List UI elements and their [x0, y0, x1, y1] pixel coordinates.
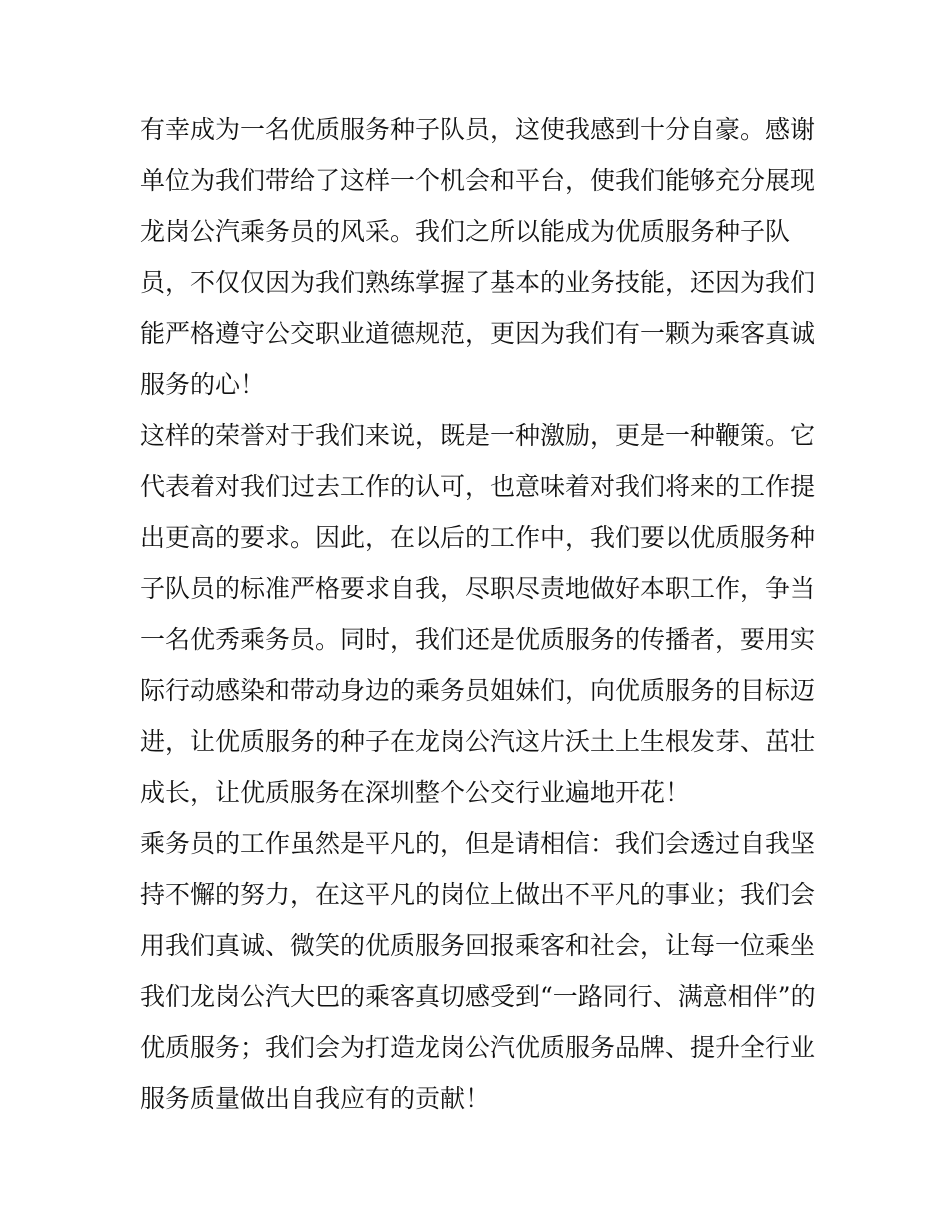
text-line: 成长，让优质服务在深圳整个公交行业遍地开花！ [140, 778, 691, 807]
text-line: 际行动感染和带动身边的乘务员姐妹们，向优质服务的目标迈 [140, 676, 816, 705]
text-line: 能严格遵守公交职业道德规范，更因为我们有一颗为乘客真诚 [140, 319, 816, 348]
text-line: 服务的心！ [140, 370, 266, 399]
text-line: 有幸成为一名优质服务种子队员，这使我感到十分自豪。感谢 [140, 115, 816, 144]
text-line: 乘务员的工作虽然是平凡的，但是请相信：我们会透过自我坚 [140, 829, 816, 858]
text-line: 进，让优质服务的种子在龙岗公汽这片沃土上生根发芽、茁壮 [140, 727, 816, 756]
text-line: 优质服务；我们会为打造龙岗公汽优质服务品牌、提升全行业 [140, 1033, 816, 1062]
text-line: 子队员的标准严格要求自我，尽职尽责地做好本职工作，争当 [140, 574, 816, 603]
text-line: 出更高的要求。因此，在以后的工作中，我们要以优质服务种 [140, 523, 816, 552]
text-line: 龙岗公汽乘务员的风采。我们之所以能成为优质服务种子队 [140, 217, 791, 246]
text-line: 单位为我们带给了这样一个机会和平台，使我们能够充分展现 [140, 166, 816, 195]
text-line: 服务质量做出自我应有的贡献！ [140, 1084, 491, 1113]
body-text [140, 104, 820, 1124]
text-line: 代表着对我们过去工作的认可，也意味着对我们将来的工作提 [140, 472, 816, 501]
text-line: 用我们真诚、微笑的优质服务回报乘客和社会，让每一位乘坐 [140, 931, 816, 960]
text-line: 员，不仅仅因为我们熟练掌握了基本的业务技能，还因为我们 [140, 268, 816, 297]
text-line: 我们龙岗公汽大巴的乘客真切感受到“一路同行、满意相伴”的 [140, 982, 816, 1011]
text-line: 这样的荣誉对于我们来说，既是一种激励，更是一种鞭策。它 [140, 421, 816, 450]
text-line: 持不懈的努力，在这平凡的岗位上做出不平凡的事业；我们会 [140, 880, 816, 909]
text-line: 一名优秀乘务员。同时，我们还是优质服务的传播者，要用实 [140, 625, 816, 654]
